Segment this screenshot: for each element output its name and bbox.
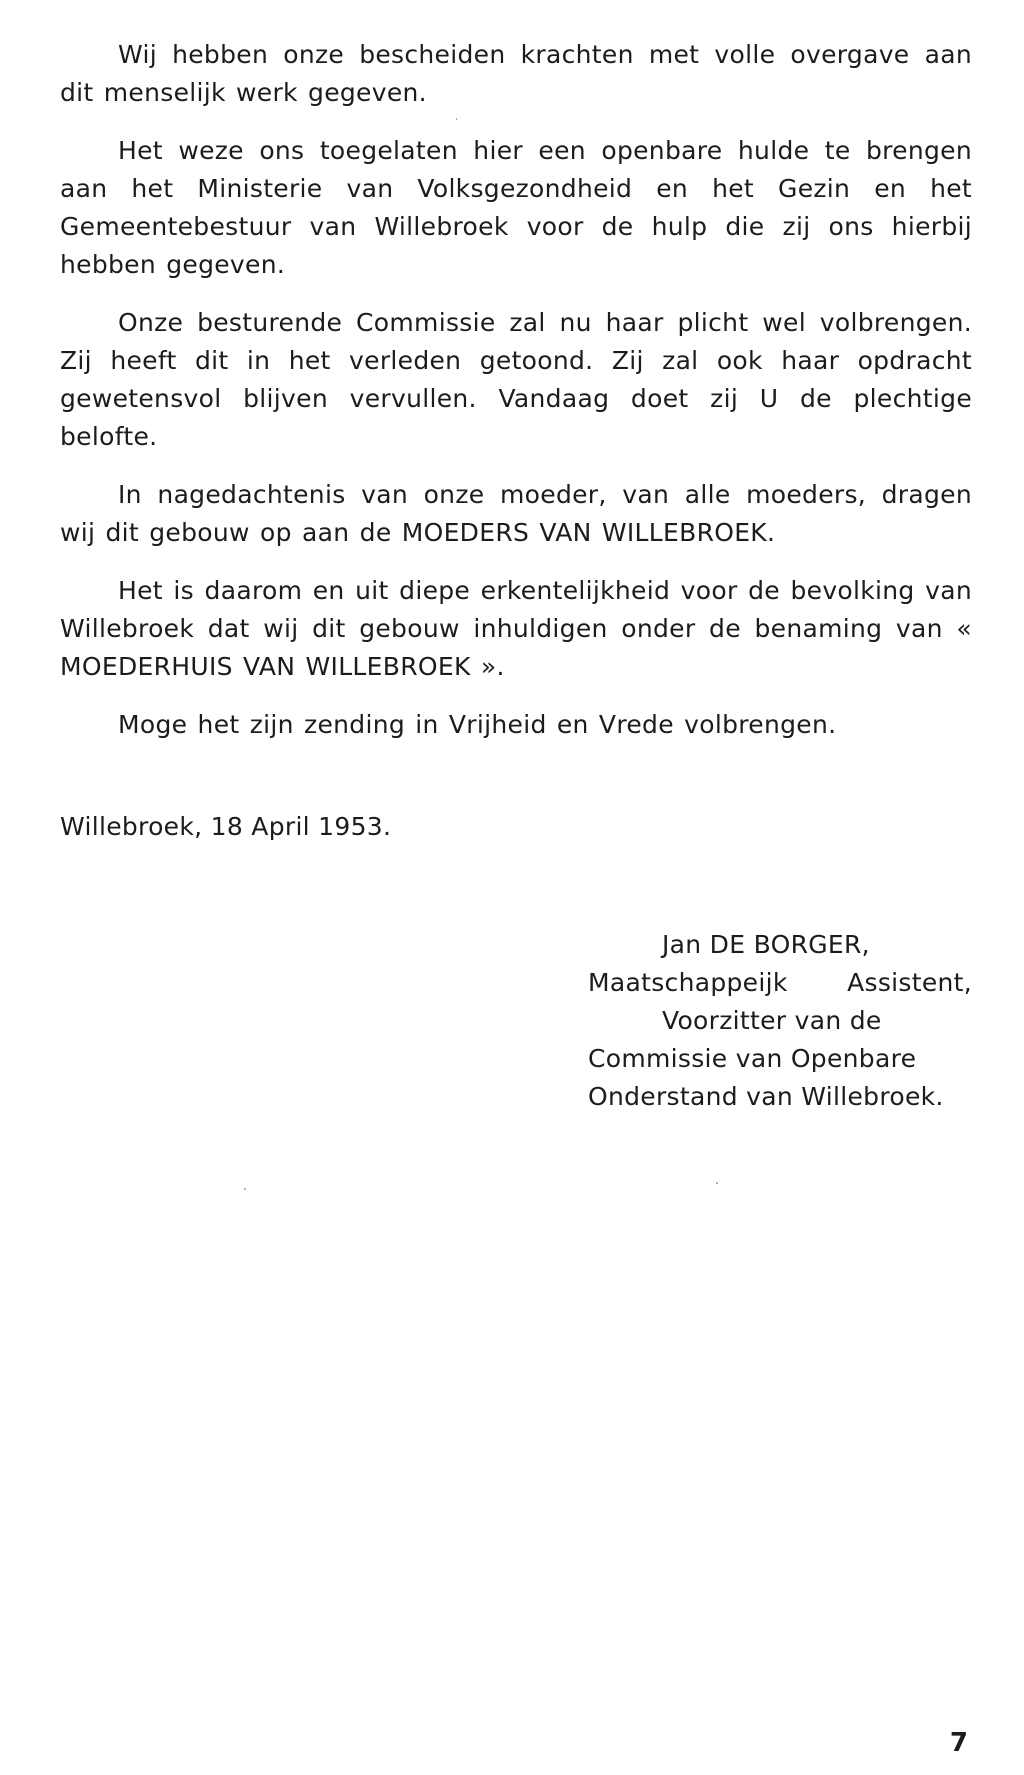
paragraph-5: Het is daarom en uit diepe erkentelijkheid voor de bevolking van Willebroek dat wij dit gebouw inhuldigen onder de benaming van « MOEDERHUIS VAN WILLEBROEK ». — [60, 576, 972, 681]
signatory-title-word-1: Maatschappeijk — [588, 968, 788, 997]
paper-speck — [244, 1188, 246, 1190]
signatory-title-word-2: Assistent, — [847, 968, 972, 997]
paragraph-2: Het weze ons toegelaten hier een openbare hulde te brengen aan het Ministerie van Volksgezondheid en het Gezin en het Gemeentebestuur van Willebroek voor de hulp die zij ons hierbij hebben gegeven. — [60, 136, 972, 279]
signatory-name: Jan DE BORGER, — [662, 930, 870, 959]
dateline: Willebroek, 18 April 1953. — [60, 812, 392, 841]
signatory-role-line-2: Commissie van Openbare — [588, 1044, 917, 1073]
paper-speck — [456, 118, 457, 120]
paragraph-6: Moge het zijn zending in Vrijheid en Vrede volbrengen. — [118, 710, 837, 739]
signatory-title — [588, 964, 972, 1002]
page-number: 7 — [949, 1728, 968, 1758]
paragraph-3: Onze besturende Commissie zal nu haar plicht wel volbrengen. Zij heeft dit in het verleden getoond. Zij zal ook haar opdracht gewetensvol blijven vervullen. Vandaag doet zij U de plechtige belofte. — [60, 308, 972, 451]
signatory-role-line-3: Onderstand van Willebroek. — [588, 1082, 944, 1111]
paper-speck — [716, 1182, 718, 1184]
paragraph-1: Wij hebben onze bescheiden krachten met volle overgave aan dit menselijk werk gegeven. — [60, 40, 972, 107]
paragraph-4: In nagedachtenis van onze moeder, van alle moeders, dragen wij dit gebouw op aan de MOEDERS VAN WILLEBROEK. — [60, 480, 972, 547]
document-body — [60, 36, 972, 744]
signatory-role-line-1: Voorzitter van de — [662, 1006, 882, 1035]
signature-block — [588, 926, 972, 1116]
